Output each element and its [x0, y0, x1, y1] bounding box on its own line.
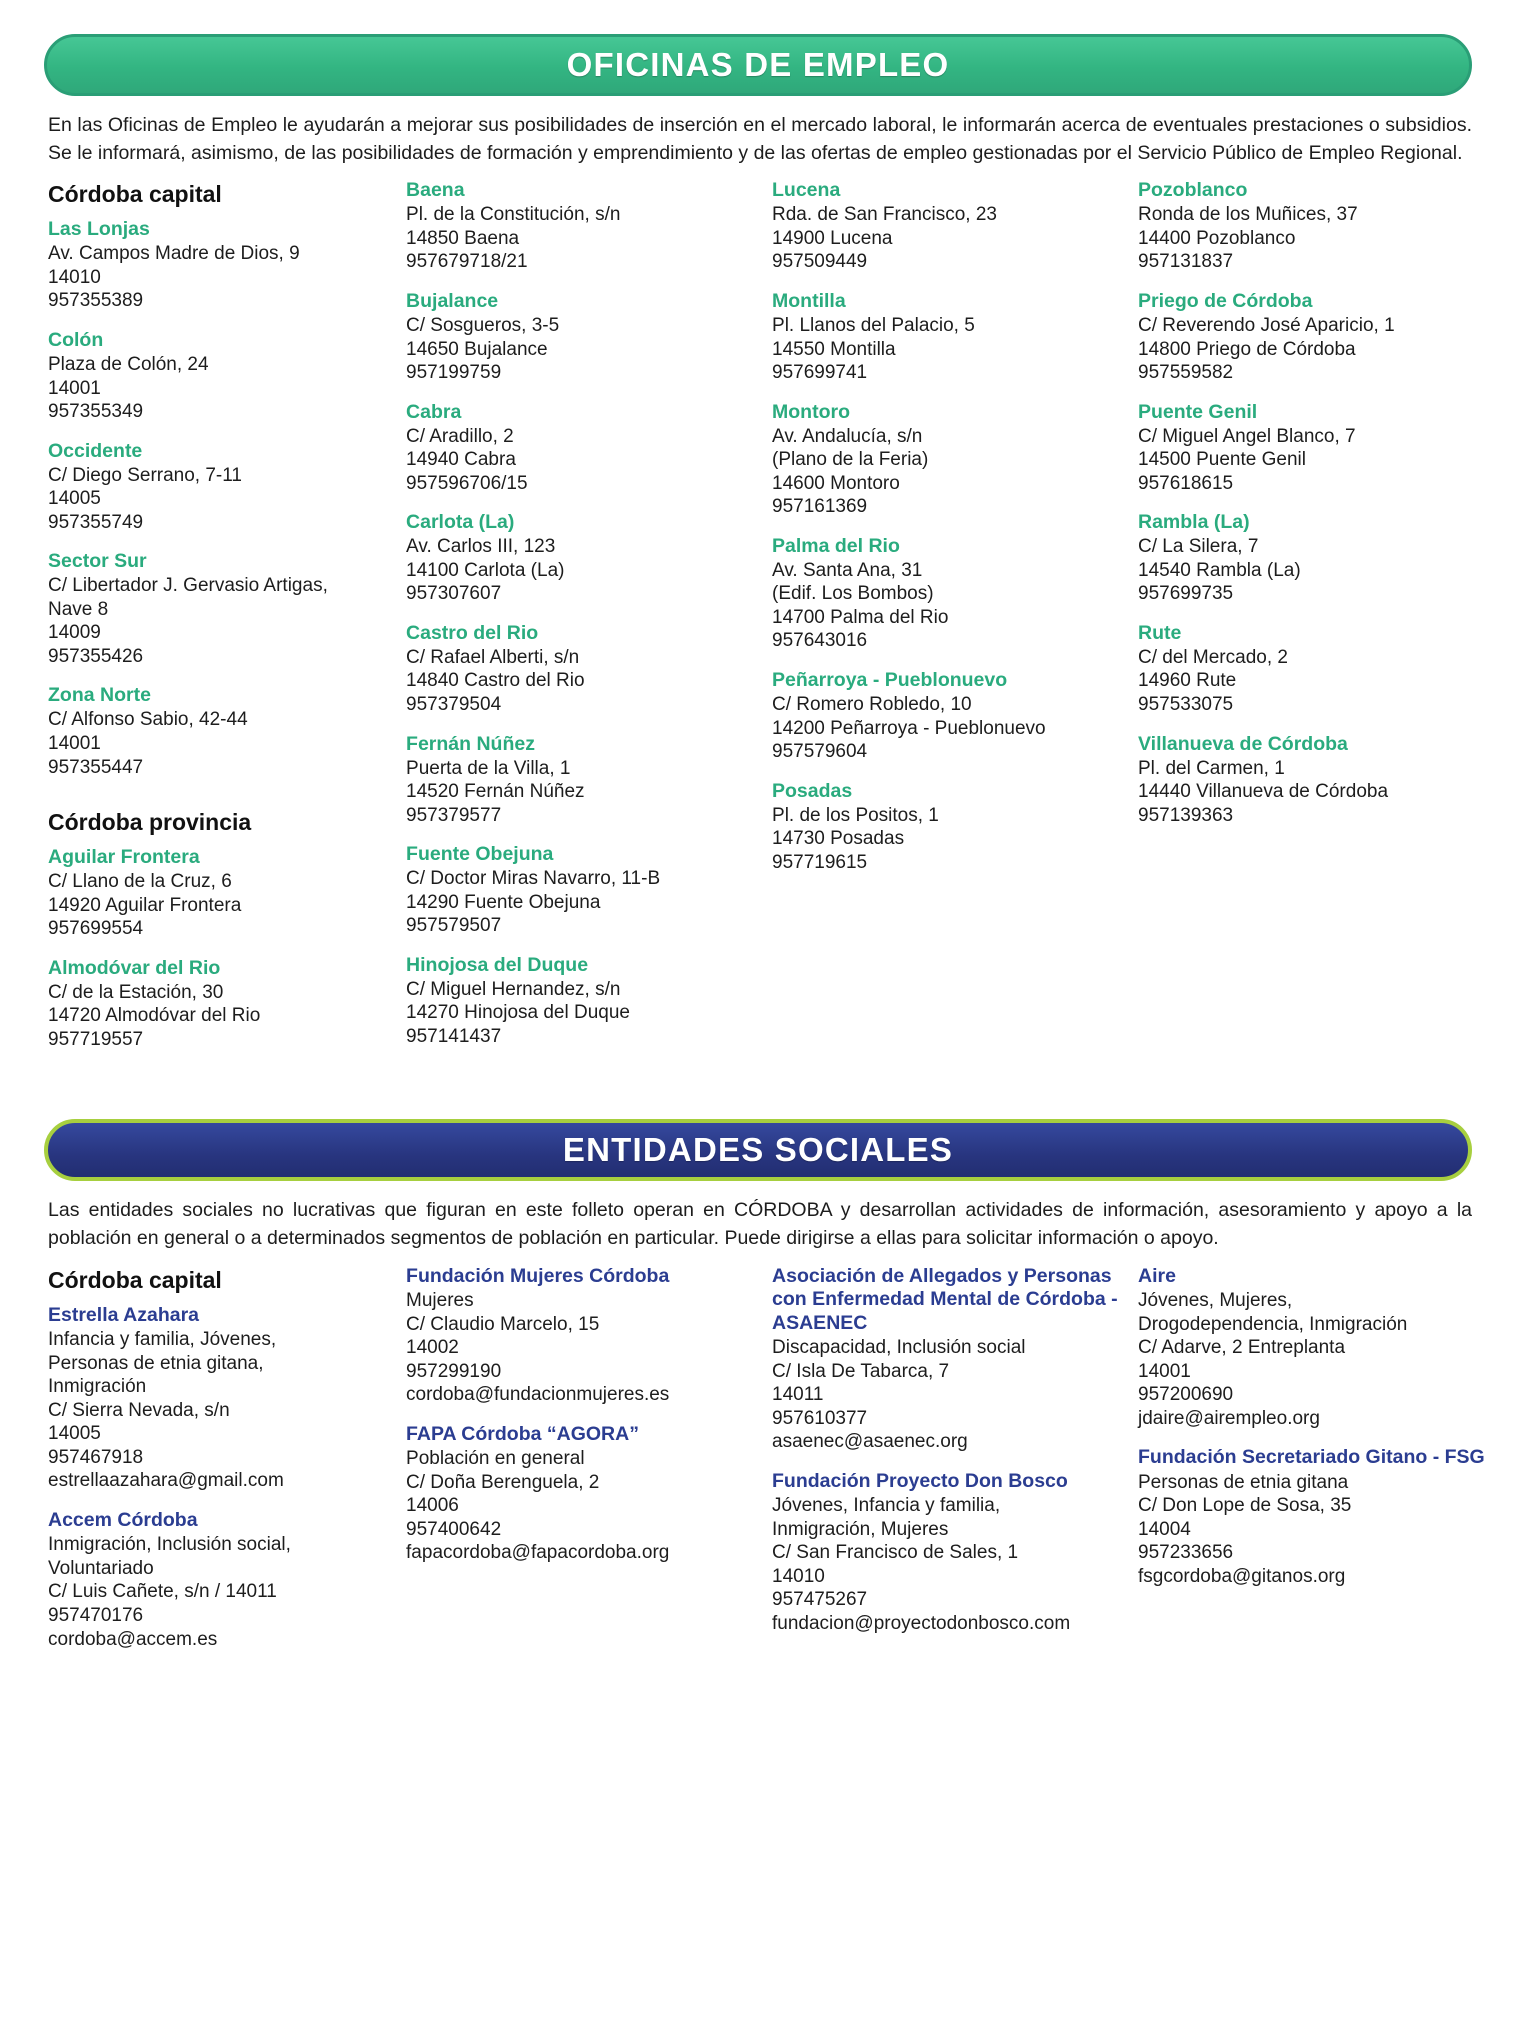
- entry-line: Población en general: [406, 1448, 585, 1470]
- entry: [772, 669, 1120, 764]
- entry-line: 957579604: [772, 741, 868, 763]
- entry: [1138, 401, 1486, 496]
- entry-line: Discapacidad, Inclusión social: [772, 1336, 1026, 1358]
- employment-banner-wrap: [0, 34, 1516, 96]
- entry-line: 14005: [48, 1423, 101, 1445]
- entry: [406, 401, 754, 496]
- entry: [406, 733, 754, 828]
- employment-banner: [44, 34, 1472, 96]
- entry-line: jdaire@airempleo.org: [1138, 1407, 1320, 1429]
- entry-line: C/ Sierra Nevada, s/n: [48, 1399, 230, 1421]
- entry-name: Fuente Obejuna: [406, 843, 554, 866]
- social-column-4: [1138, 1265, 1486, 1667]
- entry-line: 14006: [406, 1495, 459, 1517]
- entry-name: Carlota (La): [406, 511, 515, 534]
- entry: [1138, 179, 1486, 274]
- entry-line: 957355349: [48, 401, 144, 423]
- entry-line: Pl. Llanos del Palacio, 5: [772, 315, 975, 337]
- entry-name: Estrella Azahara: [48, 1303, 200, 1326]
- entry-line: 14850 Baena: [406, 227, 520, 249]
- entry-line: C/ Doña Berenguela, 2: [406, 1471, 600, 1493]
- entry-name: Baena: [406, 179, 465, 202]
- entry-line: 14001: [48, 733, 101, 755]
- entry: [406, 290, 754, 385]
- entry-line: 957559582: [1138, 362, 1234, 384]
- entry: [772, 535, 1120, 653]
- entry-line: C/ Sosgueros, 3-5: [406, 315, 560, 337]
- entry-name: Rute: [1138, 621, 1182, 644]
- entry-name: Palma del Rio: [772, 534, 900, 557]
- entry-line: 957679718/21: [406, 251, 528, 273]
- entry-name: Peñarroya - Pueblonuevo: [772, 669, 1008, 692]
- entry-line: fsgcordoba@gitanos.org: [1138, 1566, 1346, 1588]
- entry-line: 957200690: [1138, 1384, 1234, 1406]
- entry: [1138, 511, 1486, 606]
- entry-line: 14290 Fuente Obejuna: [406, 891, 601, 913]
- entry-name: Rambla (La): [1138, 511, 1250, 534]
- entry-line: 957355447: [48, 756, 144, 778]
- entry-line: 957233656: [1138, 1542, 1234, 1564]
- entry-line: Av. Andalucía, s/n: [772, 425, 923, 447]
- entry-line: 957355749: [48, 511, 144, 533]
- entry-line: Puerta de la Villa, 1: [406, 757, 571, 779]
- entry-line: 14002: [406, 1337, 459, 1359]
- entry-line: Pl. del Carmen, 1: [1138, 757, 1285, 779]
- entry: [48, 440, 388, 535]
- entry-line: 14004: [1138, 1518, 1191, 1540]
- entry-name: Villanueva de Córdoba: [1138, 732, 1348, 755]
- entry: [48, 218, 388, 313]
- entry-name: Lucena: [772, 179, 841, 202]
- entry-name: Zona Norte: [48, 684, 151, 707]
- entry-line: 14001: [48, 377, 101, 399]
- entry-line: 14520 Fernán Núñez: [406, 781, 585, 803]
- entry-line: 14010: [48, 266, 101, 288]
- entry-line: 957610377: [772, 1407, 868, 1429]
- entry-line: Inmigración: [48, 1376, 147, 1398]
- entry-line: Rda. de San Francisco, 23: [772, 204, 997, 226]
- employment-column-4: [1138, 179, 1486, 1067]
- entry-line: C/ La Silera, 7: [1138, 536, 1259, 558]
- entry-line: 957470176: [48, 1605, 144, 1627]
- entry: [406, 1423, 754, 1565]
- employment-column-1: [48, 179, 406, 1067]
- entry-line: Mujeres: [406, 1290, 474, 1312]
- entry: [772, 401, 1120, 519]
- entry-name: Aire: [1138, 1264, 1176, 1287]
- entry-line: C/ Don Lope de Sosa, 35: [1138, 1495, 1352, 1517]
- entry-line: 14600 Montoro: [772, 472, 900, 494]
- entry: [48, 846, 388, 941]
- entry: [406, 843, 754, 938]
- entry-line: 14005: [48, 488, 101, 510]
- entry-line: C/ Claudio Marcelo, 15: [406, 1313, 600, 1335]
- entry-name: Posadas: [772, 779, 853, 802]
- entry-line: 957475267: [772, 1589, 868, 1611]
- social-column-1: [48, 1265, 406, 1667]
- entry-line: 957355426: [48, 645, 144, 667]
- entry-line: C/ Rafael Alberti, s/n: [406, 646, 580, 668]
- entry-line: 957533075: [1138, 694, 1234, 716]
- entry-name: Accem Córdoba: [48, 1509, 198, 1531]
- entry-line: 957618615: [1138, 472, 1234, 494]
- entry-line: 957467918: [48, 1446, 144, 1468]
- entry-name: Pozoblanco: [1138, 179, 1248, 202]
- social-column-2: [406, 1265, 772, 1667]
- entry-line: 957699554: [48, 918, 144, 940]
- entry-line: 14800 Priego de Córdoba: [1138, 338, 1356, 360]
- entry: [772, 290, 1120, 385]
- entry-line: Inmigración, Inclusión social,: [48, 1534, 291, 1556]
- brochure-page: [0, 34, 1516, 1687]
- entry-name: Puente Genil: [1138, 400, 1258, 423]
- entry-line: C/ Miguel Angel Blanco, 7: [1138, 425, 1356, 447]
- entry: [406, 511, 754, 606]
- social-banner-wrap: [0, 1119, 1516, 1181]
- entry-line: 14920 Aguilar Frontera: [48, 894, 242, 916]
- entry-line: 14650 Bujalance: [406, 338, 548, 360]
- entry-name: FAPA Córdoba “AGORA”: [406, 1422, 639, 1445]
- entry-line: Av. Campos Madre de Dios, 9: [48, 243, 300, 265]
- entry-name: Montilla: [772, 290, 846, 313]
- entry-line: C/ Alfonso Sabio, 42-44: [48, 709, 248, 731]
- entry-line: 957379504: [406, 694, 502, 716]
- entry-name: Montoro: [772, 400, 850, 423]
- entry-line: Drogodependencia, Inmigración: [1138, 1313, 1408, 1335]
- entry: [406, 622, 754, 717]
- entry-line: 14500 Puente Genil: [1138, 449, 1306, 471]
- entry-line: 14270 Hinojosa del Duque: [406, 1002, 630, 1024]
- entry-name: Fundación Proyecto Don Bosco: [772, 1469, 1068, 1492]
- entry-line: Av. Carlos III, 123: [406, 536, 556, 558]
- entry-line: asaenec@asaenec.org: [772, 1431, 968, 1453]
- entry-line: C/ Diego Serrano, 7-11: [48, 464, 242, 486]
- social-group-heading: Córdoba capital: [48, 1266, 222, 1293]
- entry-line: 957139363: [1138, 804, 1234, 826]
- entry-line: fapacordoba@fapacordoba.org: [406, 1542, 670, 1564]
- social-banner-title: ENTIDADES SOCIALES: [562, 1131, 954, 1169]
- entry: [48, 550, 388, 668]
- entry-line: 957699735: [1138, 583, 1234, 605]
- entry-line: C/ Llano de la Cruz, 6: [48, 871, 232, 893]
- entry-line: 957643016: [772, 630, 868, 652]
- entry-name: Sector Sur: [48, 550, 147, 573]
- entry-line: C/ San Francisco de Sales, 1: [772, 1542, 1019, 1564]
- entry-line: 957400642: [406, 1518, 502, 1540]
- entry-name: Colón: [48, 329, 104, 352]
- entry: [1138, 733, 1486, 828]
- entry-line: Infancia y familia, Jóvenes,: [48, 1329, 277, 1351]
- entry-line: 14940 Cabra: [406, 449, 516, 471]
- entry-line: Jóvenes, Infancia y familia,: [772, 1495, 1001, 1517]
- entry-line: C/ Doctor Miras Navarro, 11-B: [406, 868, 661, 890]
- entry: [406, 1265, 754, 1407]
- entry-line: fundacion@proyectodonbosco.com: [772, 1612, 1071, 1634]
- entry-line: Personas de etnia gitana: [1138, 1471, 1349, 1493]
- entry-line: 14001: [1138, 1360, 1191, 1382]
- entry-line: C/ Miguel Hernandez, s/n: [406, 978, 621, 1000]
- entry-line: C/ de la Estación, 30: [48, 981, 224, 1003]
- entry: [48, 684, 388, 779]
- entry-line: 957509449: [772, 251, 868, 273]
- entry-name: Almodóvar del Rio: [48, 956, 221, 979]
- entry: [48, 329, 388, 424]
- section-spacer: [0, 1067, 1516, 1085]
- entry-line: Pl. de la Constitución, s/n: [406, 204, 621, 226]
- entry-name: Fernán Núñez: [406, 732, 535, 755]
- entry: [1138, 1265, 1486, 1431]
- entry-line: 14700 Palma del Rio: [772, 606, 949, 628]
- entry-line: cordoba@accem.es: [48, 1628, 218, 1650]
- social-banner: [44, 1119, 1472, 1181]
- entry-line: C/ Luis Cañete, s/n / 14011: [48, 1581, 277, 1603]
- entry-line: 14009: [48, 622, 101, 644]
- entry-name: Las Lonjas: [48, 218, 150, 241]
- entry-line: 957161369: [772, 496, 868, 518]
- entry-line: 14010: [772, 1565, 825, 1587]
- entry: [1138, 290, 1486, 385]
- entry-line: 957199759: [406, 362, 502, 384]
- entry-line: (Edif. Los Bombos): [772, 583, 934, 605]
- entry: [48, 957, 388, 1052]
- entry-line: C/ Libertador J. Gervasio Artigas,: [48, 575, 328, 597]
- entry-line: Nave 8: [48, 598, 109, 620]
- entry-line: 14100 Carlota (La): [406, 559, 565, 581]
- entry-line: 14840 Castro del Rio: [406, 670, 585, 692]
- entry: [48, 1304, 388, 1493]
- entry-name: Asociación de Allegados y Personas con Enfermedad Mental de Córdoba - ASAENEC: [772, 1264, 1118, 1334]
- entry-line: 14900 Lucena: [772, 227, 893, 249]
- entry-line: 957699741: [772, 362, 868, 384]
- employment-column-2: [406, 179, 772, 1067]
- entry-line: 14440 Villanueva de Córdoba: [1138, 781, 1389, 803]
- entry-line: 957131837: [1138, 251, 1234, 273]
- social-column-3: [772, 1265, 1138, 1667]
- entry: [772, 1470, 1120, 1636]
- entry-line: Personas de etnia gitana,: [48, 1352, 264, 1374]
- entry-line: 957579507: [406, 915, 502, 937]
- entry-line: C/ Reverendo José Aparicio, 1: [1138, 315, 1395, 337]
- entry-line: 14730 Posadas: [772, 828, 905, 850]
- entry-line: Voluntariado: [48, 1557, 154, 1579]
- entry: [772, 179, 1120, 274]
- entry-line: Plaza de Colón, 24: [48, 354, 209, 376]
- entry-name: Occidente: [48, 439, 143, 462]
- employment-intro: [0, 96, 1516, 167]
- employment-columns: [0, 167, 1516, 1067]
- employment-intro-text: En las Oficinas de Empleo le ayudarán a mejorar sus posibilidades de inserción en el mercado laboral, le informarán acerca de eventuales prestaciones o subsidios. Se le informará, asimismo, de las posibilidades de formación y emprendimiento y de las ofertas de empleo gestionadas por el Servicio Público de Empleo Regional.: [48, 114, 1472, 164]
- entry-line: Pl. de los Positos, 1: [772, 804, 939, 826]
- entry-line: 957299190: [406, 1360, 502, 1382]
- entry: [48, 1509, 388, 1651]
- entry-line: (Plano de la Feria): [772, 449, 929, 471]
- entry: [406, 954, 754, 1049]
- entry-line: C/ del Mercado, 2: [1138, 646, 1288, 668]
- entry-line: Inmigración, Mujeres: [772, 1518, 949, 1540]
- entry-name: Castro del Rio: [406, 621, 539, 644]
- entry-line: 14200 Peñarroya - Pueblonuevo: [772, 717, 1046, 739]
- entry-line: C/ Isla De Tabarca, 7: [772, 1360, 950, 1382]
- entry-line: C/ Aradillo, 2: [406, 425, 514, 447]
- entry-line: 14550 Montilla: [772, 338, 896, 360]
- entry-name: Fundación Mujeres Córdoba: [406, 1264, 670, 1287]
- employment-group-heading: Córdoba capital: [48, 181, 222, 208]
- entry-line: 957355389: [48, 290, 144, 312]
- entry-line: 14960 Rute: [1138, 670, 1237, 692]
- entry-name: Bujalance: [406, 290, 499, 313]
- entry-line: cordoba@fundacionmujeres.es: [406, 1384, 670, 1406]
- entry-line: 14720 Almodóvar del Rio: [48, 1005, 261, 1027]
- social-intro-text: Las entidades sociales no lucrativas que figuran en este folleto operan en CÓRDOBA y desarrollan actividades de información, asesoramiento y apoyo a la población en general o a determinados segmentos de población en particular. Puede dirigirse a ellas para solicitar información o apoyo.: [48, 1199, 1472, 1250]
- entry-line: 957719557: [48, 1028, 144, 1050]
- entry-name: Cabra: [406, 400, 462, 423]
- entry: [1138, 622, 1486, 717]
- entry-line: 14400 Pozoblanco: [1138, 227, 1296, 249]
- entry-name: Hinojosa del Duque: [406, 953, 589, 976]
- entry-line: C/ Romero Robledo, 10: [772, 694, 972, 716]
- entry-name: Fundación Secretariado Gitano - FSG: [1138, 1446, 1485, 1469]
- entry-line: C/ Adarve, 2 Entreplanta: [1138, 1337, 1346, 1359]
- entry: [772, 1265, 1120, 1454]
- entry: [406, 179, 754, 274]
- entry-line: 957141437: [406, 1025, 502, 1047]
- entry-name: Aguilar Frontera: [48, 846, 200, 869]
- employment-banner-title: OFICINAS DE EMPLEO: [566, 46, 950, 83]
- entry-line: 14011: [772, 1384, 824, 1406]
- entry-line: 957719615: [772, 851, 868, 873]
- entry-line: Ronda de los Muñices, 37: [1138, 204, 1358, 226]
- entry-line: Jóvenes, Mujeres,: [1138, 1290, 1293, 1312]
- entry-name: Priego de Córdoba: [1138, 290, 1313, 313]
- entry-line: 957596706/15: [406, 472, 528, 494]
- entry-line: 957379577: [406, 804, 502, 826]
- employment-column-3: [772, 179, 1138, 1067]
- social-intro: [0, 1181, 1516, 1252]
- entry-line: 957307607: [406, 583, 502, 605]
- entry-line: 14540 Rambla (La): [1138, 559, 1301, 581]
- entry-line: estrellaazahara@gmail.com: [48, 1470, 284, 1492]
- entry-line: Av. Santa Ana, 31: [772, 559, 923, 581]
- entry: [772, 780, 1120, 875]
- entry: [1138, 1446, 1486, 1588]
- social-columns: [0, 1253, 1516, 1667]
- employment-group-heading: Córdoba provincia: [48, 809, 252, 836]
